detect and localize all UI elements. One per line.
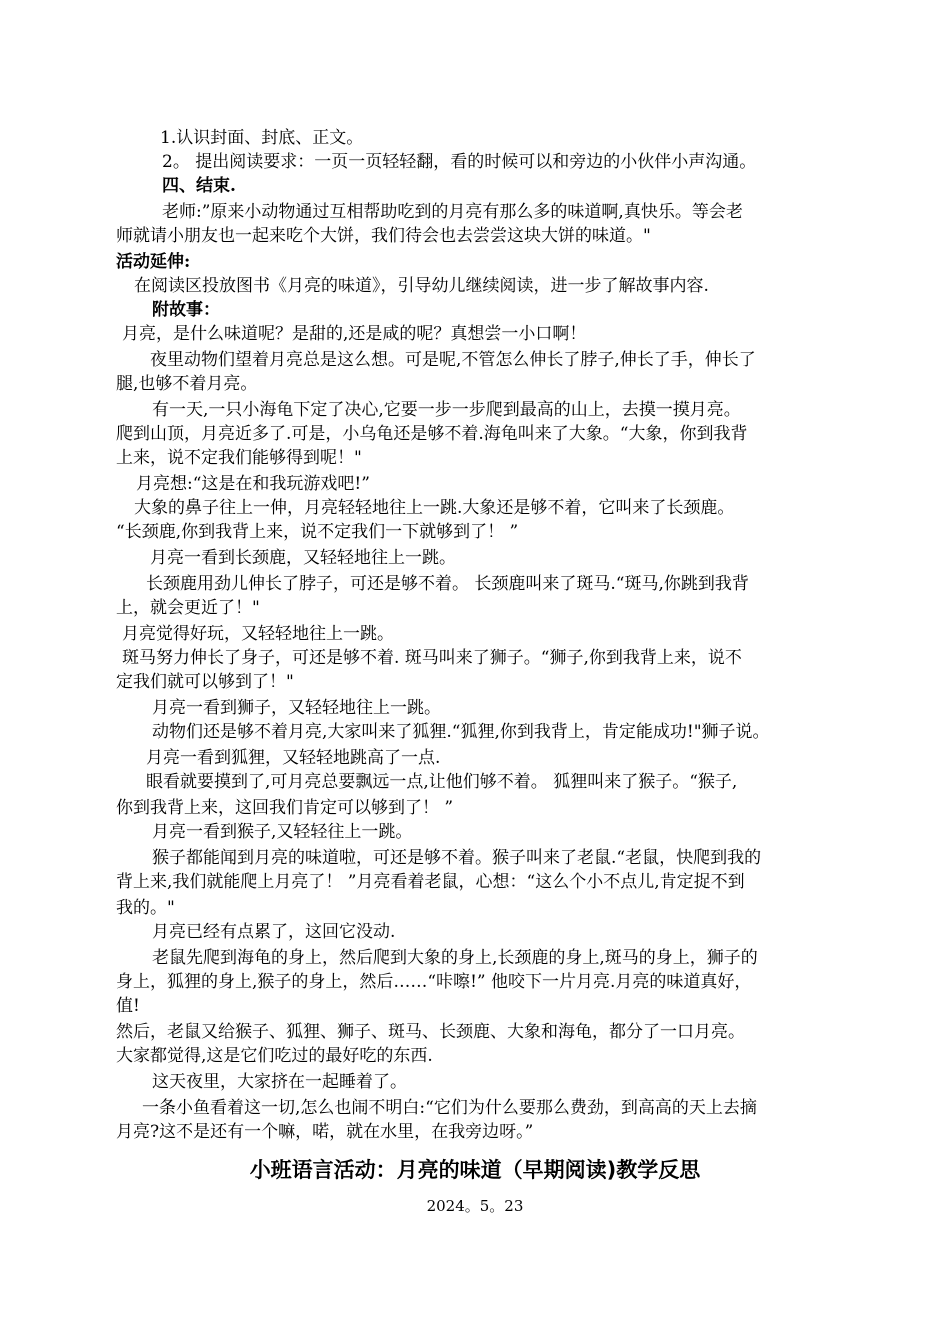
- story-line: 然后，老鼠又给猴子、狐狸、狮子、斑马、长颈鹿、大象和海龟，都分了一口月亮。: [116, 1022, 745, 1042]
- section-heading: 附故事：: [152, 300, 220, 320]
- story-line: 大象的鼻子往上一伸，月亮轻轻地往上一跳.大象还是够不着，它叫来了长颈鹿。: [134, 498, 735, 518]
- text-line: 师就请小朋友也一起来吃个大饼，我们待会也去尝尝这块大饼的味道。": [116, 226, 651, 246]
- story-line: “长颈鹿,你到我背上来，说不定我们一下就够到了！ ”: [116, 522, 519, 542]
- story-line: 月亮一看到猴子,又轻轻往上一跳。: [152, 822, 413, 842]
- story-line: 一条小鱼看着这一切,怎么也闹不明白:“它们为什么要那么费劲，到高高的天上去摘: [142, 1098, 757, 1118]
- story-line: 月亮一看到狐狸，又轻轻地跳高了一点.: [146, 748, 441, 768]
- story-line: 腿,也够不着月亮。: [116, 374, 258, 394]
- story-line: 眼看就要摸到了,可月亮总要飘远一点,让他们够不着。 狐狸叫来了猴子。“猴子,: [146, 772, 738, 792]
- text-line: 2。 提出阅读要求：一页一页轻轻翻，看的时候可以和旁边的小伙伴小声沟通。: [162, 152, 757, 172]
- story-line: 老鼠先爬到海龟的身上，然后爬到大象的身上,长颈鹿的身上,斑马的身上，狮子的: [152, 948, 758, 968]
- document-date: 2024。5。23: [426, 1197, 524, 1215]
- document-title: 小班语言活动：月亮的味道（早期阅读)教学反思: [249, 1158, 701, 1182]
- story-line: 这天夜里，大家挤在一起睡着了。: [152, 1072, 407, 1092]
- text-line: 1.认识封面、封底、正文。: [160, 128, 364, 148]
- story-line: 上来，说不定我们能够得到呢！": [116, 448, 362, 468]
- story-line: 月亮觉得好玩，又轻轻地往上一跳。: [122, 624, 394, 644]
- text-line: 在阅读区投放图书《月亮的味道》，引导幼儿继续阅读，进一步了解故事内容.: [134, 276, 709, 296]
- story-line: 大家都觉得,这是它们吃过的最好吃的东西.: [116, 1046, 433, 1066]
- section-heading: 活动延伸:: [116, 252, 191, 272]
- story-line: 你到我背上来，这回我们肯定可以够到了！ ”: [116, 798, 454, 818]
- story-line: 定我们就可以够到了！": [116, 672, 294, 692]
- story-line: 我的。": [116, 898, 175, 918]
- story-line: 月亮已经有点累了，这回它没动.: [152, 922, 396, 942]
- story-line: 斑马努力伸长了身子，可还是够不着. 斑马叫来了狮子。“狮子,你到我背上来，说不: [122, 648, 742, 668]
- story-line: 有一天,一只小海龟下定了决心,它要一步一步爬到最高的山上，去摸一摸月亮。: [152, 400, 741, 420]
- story-line: 月亮想:“这是在和我玩游戏吧!”: [136, 474, 370, 494]
- story-line: 爬到山顶，月亮近多了.可是，小乌龟还是够不着.海龟叫来了大象。“大象，你到我背: [116, 424, 748, 444]
- text-line: 老师:”原来小动物通过互相帮助吃到的月亮有那么多的味道啊,真快乐。等会老: [162, 202, 743, 222]
- story-line: 长颈鹿用劲儿伸长了脖子，可还是够不着。 长颈鹿叫来了斑马.“斑马,你跳到我背: [146, 574, 749, 594]
- story-line: 值!: [116, 996, 140, 1016]
- story-line: 身上，狐狸的身上,猴子的身上，然后……“咔嚓!” 他咬下一片月亮.月亮的味道真好，: [116, 972, 752, 992]
- story-line: 月亮一看到狮子，又轻轻地往上一跳。: [152, 698, 441, 718]
- section-heading: 四、结束.: [162, 176, 236, 196]
- story-line: 猴子都能闻到月亮的味道啦，可还是够不着。猴子叫来了老鼠.“老鼠，快爬到我的: [152, 848, 762, 868]
- story-line: 背上来,我们就能爬上月亮了！ ”月亮看着老鼠，心想：“这么个小不点儿,肯定捉不到: [116, 872, 745, 892]
- story-line: 月亮?这不是还有一个嘛，喏，就在水里，在我旁边呀。”: [116, 1122, 534, 1142]
- story-line: 上，就会更近了！": [116, 598, 260, 618]
- story-line: 月亮一看到长颈鹿，又轻轻地往上一跳。: [150, 548, 456, 568]
- story-line: 夜里动物们望着月亮总是这么想。可是呢,不管怎么伸长了脖子,伸长了手，伸长了: [150, 350, 756, 370]
- story-line: 动物们还是够不着月亮,大家叫来了狐狸.“狐狸,你到我背上，肯定能成功!"狮子说。: [152, 722, 770, 742]
- story-line: 月亮，是什么味道呢？是甜的,还是咸的呢？真想尝一小口啊！: [122, 324, 587, 344]
